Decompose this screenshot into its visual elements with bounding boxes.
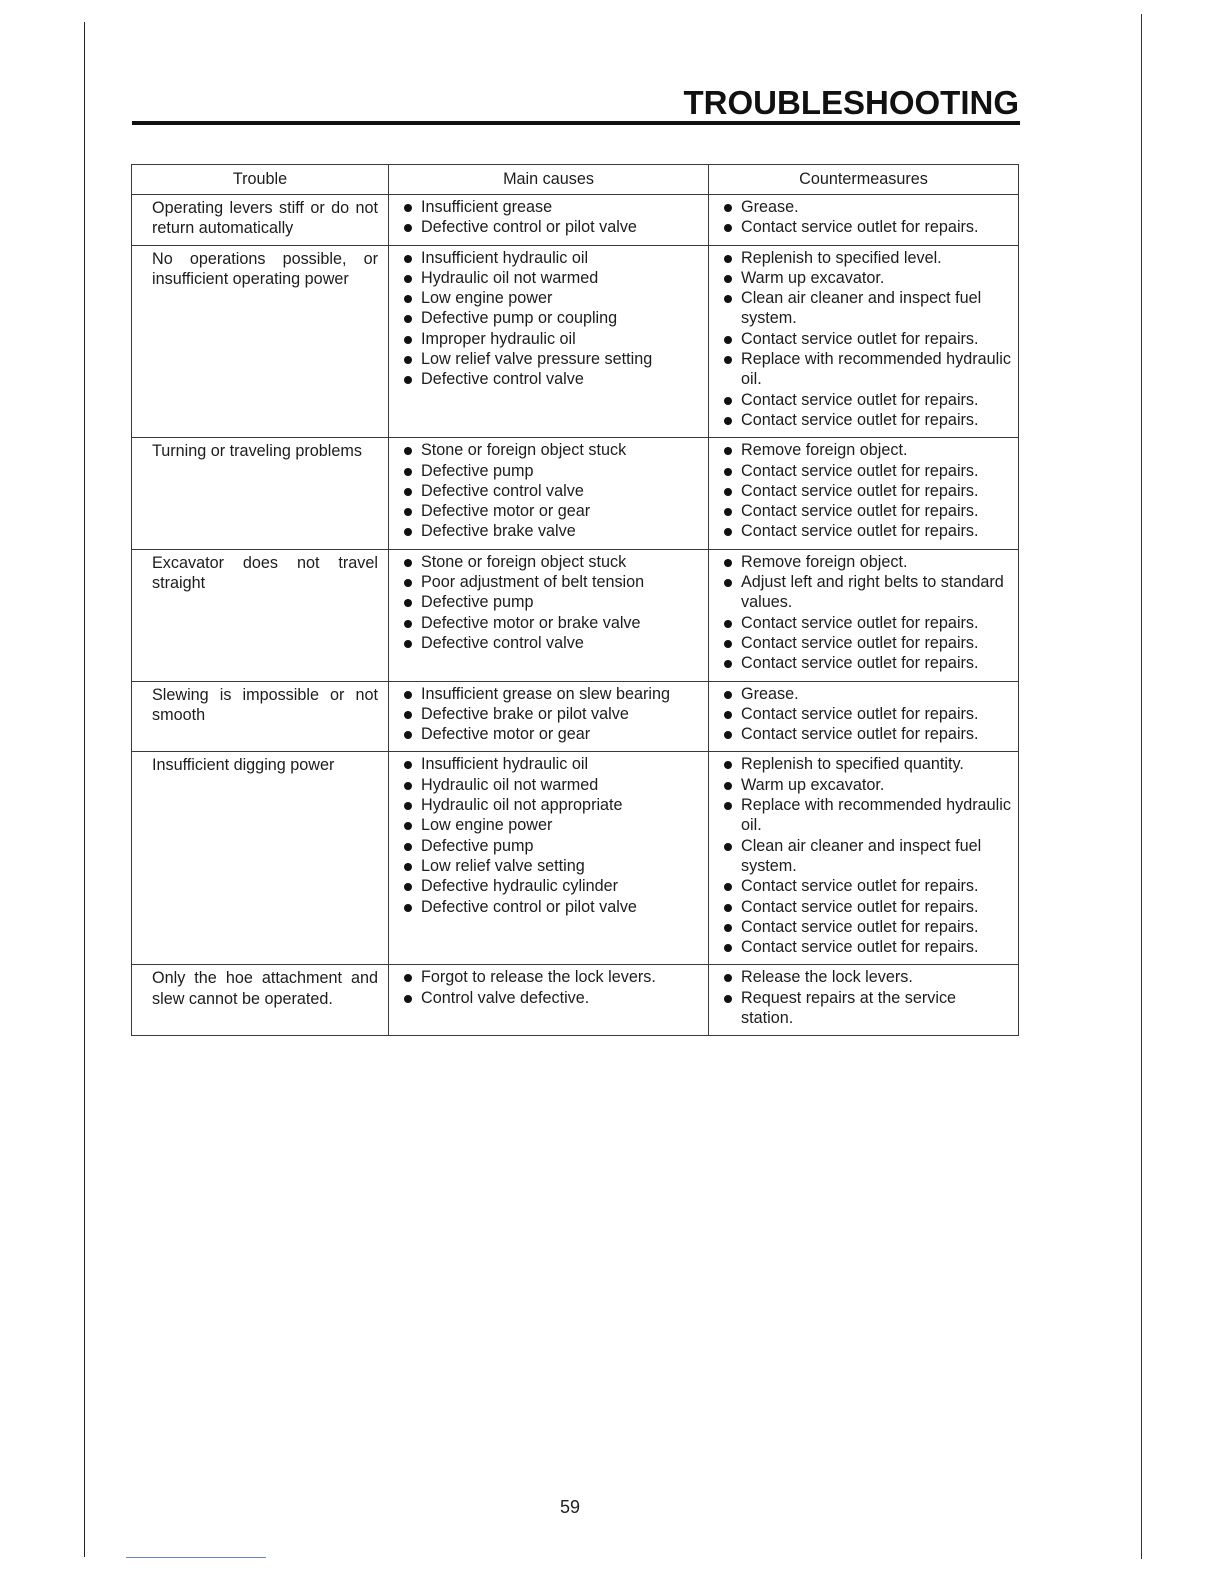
cause-item: Defective brake valve	[403, 521, 702, 541]
countermeasure-item: Grease.	[723, 197, 1012, 217]
countermeasure-item: Contact service outlet for repairs.	[723, 937, 1012, 957]
cause-item: Stone or foreign object stuck	[403, 440, 702, 460]
countermeasure-list	[709, 682, 1018, 752]
countermeasure-list	[709, 246, 1018, 438]
cause-item: Defective pump	[403, 836, 702, 856]
page-number: 59	[560, 1497, 581, 1517]
countermeasure-list	[709, 195, 1018, 245]
table-row	[132, 681, 1019, 752]
trouble-cell	[132, 245, 389, 438]
countermeasure-item: Contact service outlet for repairs.	[723, 633, 1012, 653]
cause-list	[389, 195, 708, 245]
title-underline	[132, 121, 1020, 125]
countermeasure-list	[709, 965, 1018, 1035]
countermeasure-item: Contact service outlet for repairs.	[723, 613, 1012, 633]
countermeasure-item: Contact service outlet for repairs.	[723, 501, 1012, 521]
countermeasure-item: Contact service outlet for repairs.	[723, 917, 1012, 937]
cause-list	[389, 438, 708, 548]
cause-item: Insufficient grease on slew bearing	[403, 684, 702, 704]
countermeasure-item: Clean air cleaner and inspect fuel system.	[723, 836, 1012, 877]
cause-cell	[389, 681, 709, 752]
countermeasure-item: Replenish to specified quantity.	[723, 754, 1012, 774]
cause-list	[389, 246, 708, 397]
cause-item: Defective control valve	[403, 369, 702, 389]
cause-item: Defective control or pilot valve	[403, 897, 702, 917]
countermeasure-cell	[709, 195, 1019, 246]
cause-list	[389, 550, 708, 660]
cause-item: Control valve defective.	[403, 988, 702, 1008]
countermeasure-item: Adjust left and right belts to standard values.	[723, 572, 1012, 613]
cause-item: Low relief valve pressure setting	[403, 349, 702, 369]
cause-list	[389, 965, 708, 1015]
countermeasure-item: Contact service outlet for repairs.	[723, 876, 1012, 896]
countermeasure-item: Warm up excavator.	[723, 775, 1012, 795]
countermeasure-item: Remove foreign object.	[723, 552, 1012, 572]
trouble-cell	[132, 438, 389, 549]
trouble-text: Slewing is impossible or not smooth	[152, 685, 378, 724]
cause-item: Insufficient hydraulic oil	[403, 754, 702, 774]
countermeasure-item: Contact service outlet for repairs.	[723, 521, 1012, 541]
cause-item: Defective motor or gear	[403, 724, 702, 744]
cause-item: Defective motor or brake valve	[403, 613, 702, 633]
header-main-causes: Main causes	[389, 165, 709, 195]
cause-item: Defective hydraulic cylinder	[403, 876, 702, 896]
cause-item: Defective control or pilot valve	[403, 217, 702, 237]
countermeasure-cell	[709, 438, 1019, 549]
troubleshooting-table	[131, 164, 1019, 1036]
cause-item: Low engine power	[403, 288, 702, 308]
trouble-cell	[132, 195, 389, 246]
cause-item: Defective brake or pilot valve	[403, 704, 702, 724]
table-row	[132, 549, 1019, 681]
trouble-text: Only the hoe attachment and slew cannot be operated.	[152, 969, 378, 1008]
cause-cell	[389, 245, 709, 438]
cause-item: Poor adjustment of belt tension	[403, 572, 702, 592]
cause-item: Improper hydraulic oil	[403, 329, 702, 349]
countermeasure-item: Warm up excavator.	[723, 268, 1012, 288]
cause-item: Stone or foreign object stuck	[403, 552, 702, 572]
bottom-edge-rule	[126, 1557, 266, 1558]
trouble-text: Operating levers stiff or do not return automatically	[152, 199, 378, 238]
table-row	[132, 752, 1019, 965]
page-title: TROUBLESHOOTING	[683, 84, 1019, 121]
cause-item: Defective pump	[403, 461, 702, 481]
table-row	[132, 195, 1019, 246]
header-trouble: Trouble	[132, 165, 389, 195]
countermeasure-cell	[709, 245, 1019, 438]
left-margin-rule	[84, 22, 85, 1557]
countermeasure-item: Contact service outlet for repairs.	[723, 704, 1012, 724]
cause-item: Insufficient grease	[403, 197, 702, 217]
countermeasure-item: Contact service outlet for repairs.	[723, 897, 1012, 917]
table-row	[132, 438, 1019, 549]
cause-item: Hydraulic oil not warmed	[403, 268, 702, 288]
cause-item: Hydraulic oil not warmed	[403, 775, 702, 795]
trouble-text: Turning or traveling problems	[152, 442, 362, 461]
countermeasure-item: Grease.	[723, 684, 1012, 704]
countermeasure-item: Contact service outlet for repairs.	[723, 653, 1012, 673]
countermeasure-item: Contact service outlet for repairs.	[723, 461, 1012, 481]
cause-item: Insufficient hydraulic oil	[403, 248, 702, 268]
cause-cell	[389, 438, 709, 549]
cause-item: Defective control valve	[403, 481, 702, 501]
countermeasure-item: Contact service outlet for repairs.	[723, 481, 1012, 501]
trouble-cell	[132, 965, 389, 1036]
countermeasure-item: Replace with recommended hydraulic oil.	[723, 795, 1012, 836]
countermeasure-item: Remove foreign object.	[723, 440, 1012, 460]
countermeasure-list	[709, 550, 1018, 681]
cause-list	[389, 682, 708, 752]
trouble-cell	[132, 549, 389, 681]
table-row	[132, 245, 1019, 438]
cause-item: Forgot to release the lock levers.	[403, 967, 702, 987]
table-body	[132, 195, 1019, 1036]
cause-item: Defective motor or gear	[403, 501, 702, 521]
trouble-cell	[132, 681, 389, 752]
countermeasure-item: Contact service outlet for repairs.	[723, 390, 1012, 410]
countermeasure-cell	[709, 965, 1019, 1036]
countermeasure-item: Replenish to specified level.	[723, 248, 1012, 268]
countermeasure-item: Request repairs at the service station.	[723, 988, 1012, 1029]
countermeasure-list	[709, 752, 1018, 964]
header-countermeasures: Countermeasures	[709, 165, 1019, 195]
cause-cell	[389, 549, 709, 681]
cause-item: Low engine power	[403, 815, 702, 835]
cause-item: Defective control valve	[403, 633, 702, 653]
countermeasure-cell	[709, 681, 1019, 752]
countermeasure-item: Contact service outlet for repairs.	[723, 217, 1012, 237]
cause-item: Defective pump	[403, 592, 702, 612]
countermeasure-cell	[709, 752, 1019, 965]
cause-item: Low relief valve setting	[403, 856, 702, 876]
cause-item: Defective pump or coupling	[403, 308, 702, 328]
countermeasure-item: Release the lock levers.	[723, 967, 1012, 987]
trouble-text: Excavator does not travel straight	[152, 553, 378, 593]
countermeasure-item: Replace with recommended hydraulic oil.	[723, 349, 1012, 390]
cause-item: Hydraulic oil not appropriate	[403, 795, 702, 815]
cause-list	[389, 752, 708, 923]
table-header-row	[132, 165, 1019, 195]
countermeasure-item: Clean air cleaner and inspect fuel system.	[723, 288, 1012, 329]
countermeasure-cell	[709, 549, 1019, 681]
countermeasure-item: Contact service outlet for repairs.	[723, 410, 1012, 430]
table-row	[132, 965, 1019, 1036]
trouble-cell	[132, 752, 389, 965]
cause-cell	[389, 965, 709, 1036]
cause-cell	[389, 752, 709, 965]
right-margin-rule	[1141, 14, 1142, 1559]
countermeasure-item: Contact service outlet for repairs.	[723, 724, 1012, 744]
cause-cell	[389, 195, 709, 246]
trouble-text: No operations possible, or insufficient operating power	[152, 249, 378, 288]
trouble-text: Insufficient digging power	[152, 756, 335, 775]
countermeasure-list	[709, 438, 1018, 548]
countermeasure-item: Contact service outlet for repairs.	[723, 329, 1012, 349]
